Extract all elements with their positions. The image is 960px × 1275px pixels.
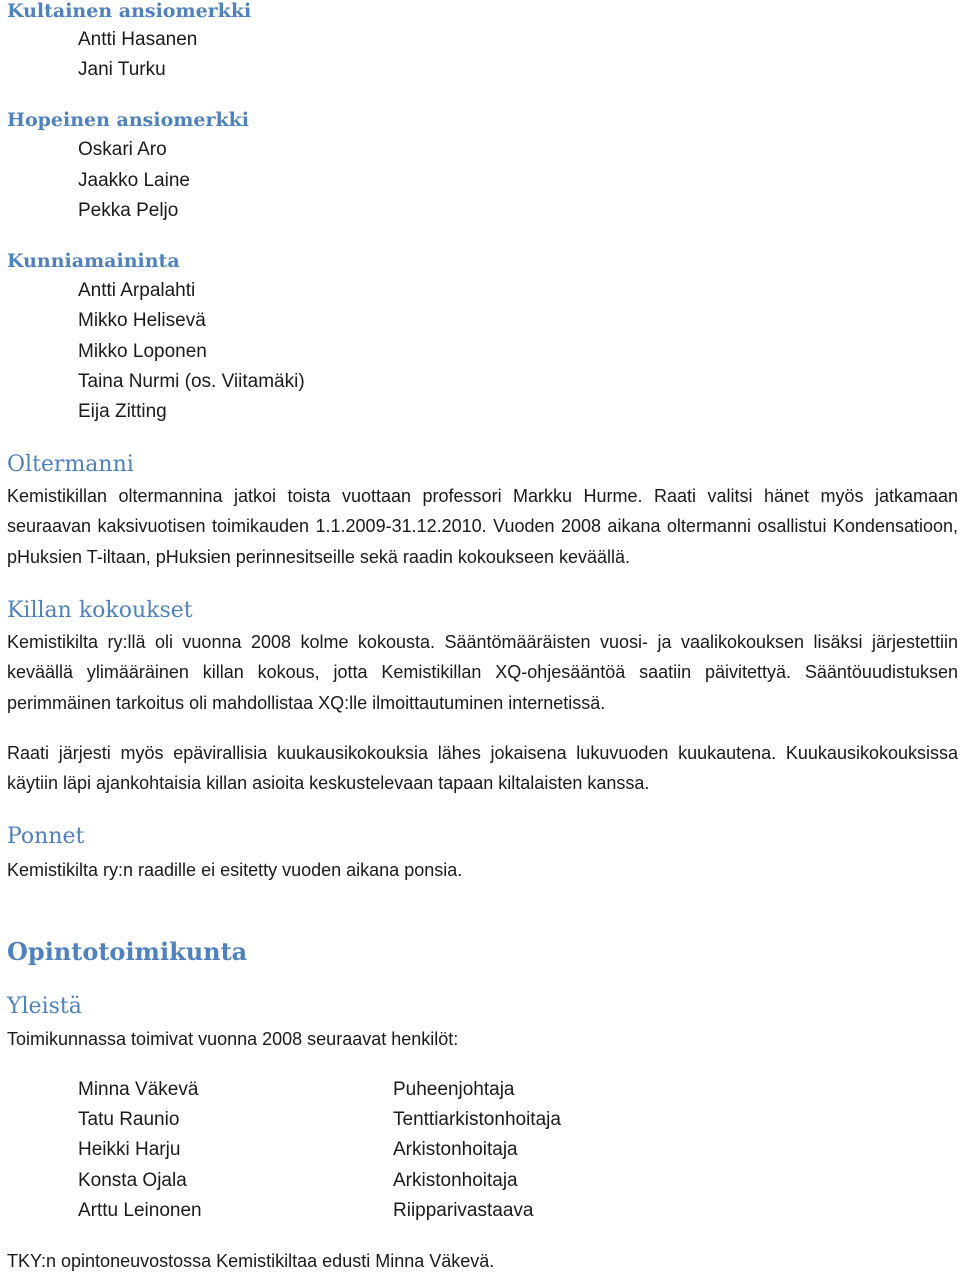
- gold-heading: Kultainen ansiomerkki: [7, 0, 252, 22]
- oltermanni-heading: Oltermanni: [7, 452, 134, 477]
- gold-name: Antti Hasanen: [78, 29, 198, 50]
- opinto-footer: TKY:n opintoneuvostossa Kemistikiltaa edusti Minna Väkevä.: [7, 1251, 495, 1271]
- honor-heading: Kunniamaininta: [7, 250, 180, 272]
- member-role: Riipparivastaava: [393, 1200, 534, 1221]
- silver-heading: Hopeinen ansiomerkki: [7, 109, 250, 131]
- meetings-paragraph-2: Raati järjesti myös epävirallisia kuukausikokouksia lähes jokaisena lukuvuoden kuukautena. Kuukausikokouksissa käytiin läpi ajankohtaisia killan asioita keskustelevaan tapaan kiltalaisten kanssa.: [7, 743, 958, 794]
- member-name: Konsta Ojala: [78, 1170, 187, 1191]
- silver-name: Pekka Peljo: [78, 200, 179, 221]
- honor-name: Mikko Loponen: [78, 341, 207, 362]
- member-name: Minna Väkevä: [78, 1079, 199, 1100]
- member-row: [78, 1080, 678, 1099]
- member-row: [78, 1171, 678, 1190]
- honor-name: Mikko Helisevä: [78, 310, 206, 331]
- honor-name: Antti Arpalahti: [78, 280, 196, 301]
- ponnet-text: Kemistikilta ry:n raadille ei esitetty vuoden aikana ponsia.: [7, 860, 463, 880]
- opinto-subheading: Yleistä: [7, 994, 82, 1019]
- silver-name: Jaakko Laine: [78, 170, 190, 191]
- ponnet-heading: Ponnet: [7, 824, 85, 849]
- opinto-heading: Opintotoimikunta: [7, 937, 248, 966]
- member-row: [78, 1201, 678, 1220]
- gold-name: Jani Turku: [78, 59, 166, 80]
- member-name: Arttu Leinonen: [78, 1200, 202, 1221]
- meetings-paragraph-1: Kemistikilta ry:llä oli vuonna 2008 kolme kokousta. Sääntömääräisten vuosi- ja vaalikokouksen lisäksi järjestettiin keväällä ylimääräinen killan kokous, jotta Kemistikillan XQ-ohjesääntöä saatiin päivitettyä. Sääntöuudistuksen perimmäinen tarkoitus oli mahdollistaa XQ:lle ilmoittautuminen internetissä.: [7, 632, 958, 713]
- honor-name: Taina Nurmi (os. Viitamäki): [78, 371, 305, 392]
- member-role: Arkistonhoitaja: [393, 1139, 518, 1160]
- member-role: Tenttiarkistonhoitaja: [393, 1109, 561, 1130]
- honor-name: Eija Zitting: [78, 401, 167, 422]
- member-name: Heikki Harju: [78, 1139, 181, 1160]
- silver-name: Oskari Aro: [78, 139, 167, 160]
- meetings-heading: Killan kokoukset: [7, 598, 193, 623]
- member-row: [78, 1140, 678, 1159]
- member-role: Arkistonhoitaja: [393, 1170, 518, 1191]
- member-row: [78, 1110, 678, 1129]
- member-role: Puheenjohtaja: [393, 1079, 515, 1100]
- opinto-intro: Toimikunnassa toimivat vuonna 2008 seuraavat henkilöt:: [7, 1029, 459, 1049]
- oltermanni-paragraph: Kemistikillan oltermannina jatkoi toista vuottaan professori Markku Hurme. Raati valitsi hänet myös jatkamaan seuraavan kaksivuotisen toimikauden 1.1.2009-31.12.2010. Vuoden 2008 aikana oltermanni osallistui Kondensatioon, pHuksien T-iltaan, pHuksien perinnesitseille sekä raadin kokoukseen keväällä.: [7, 486, 958, 567]
- member-name: Tatu Raunio: [78, 1109, 180, 1130]
